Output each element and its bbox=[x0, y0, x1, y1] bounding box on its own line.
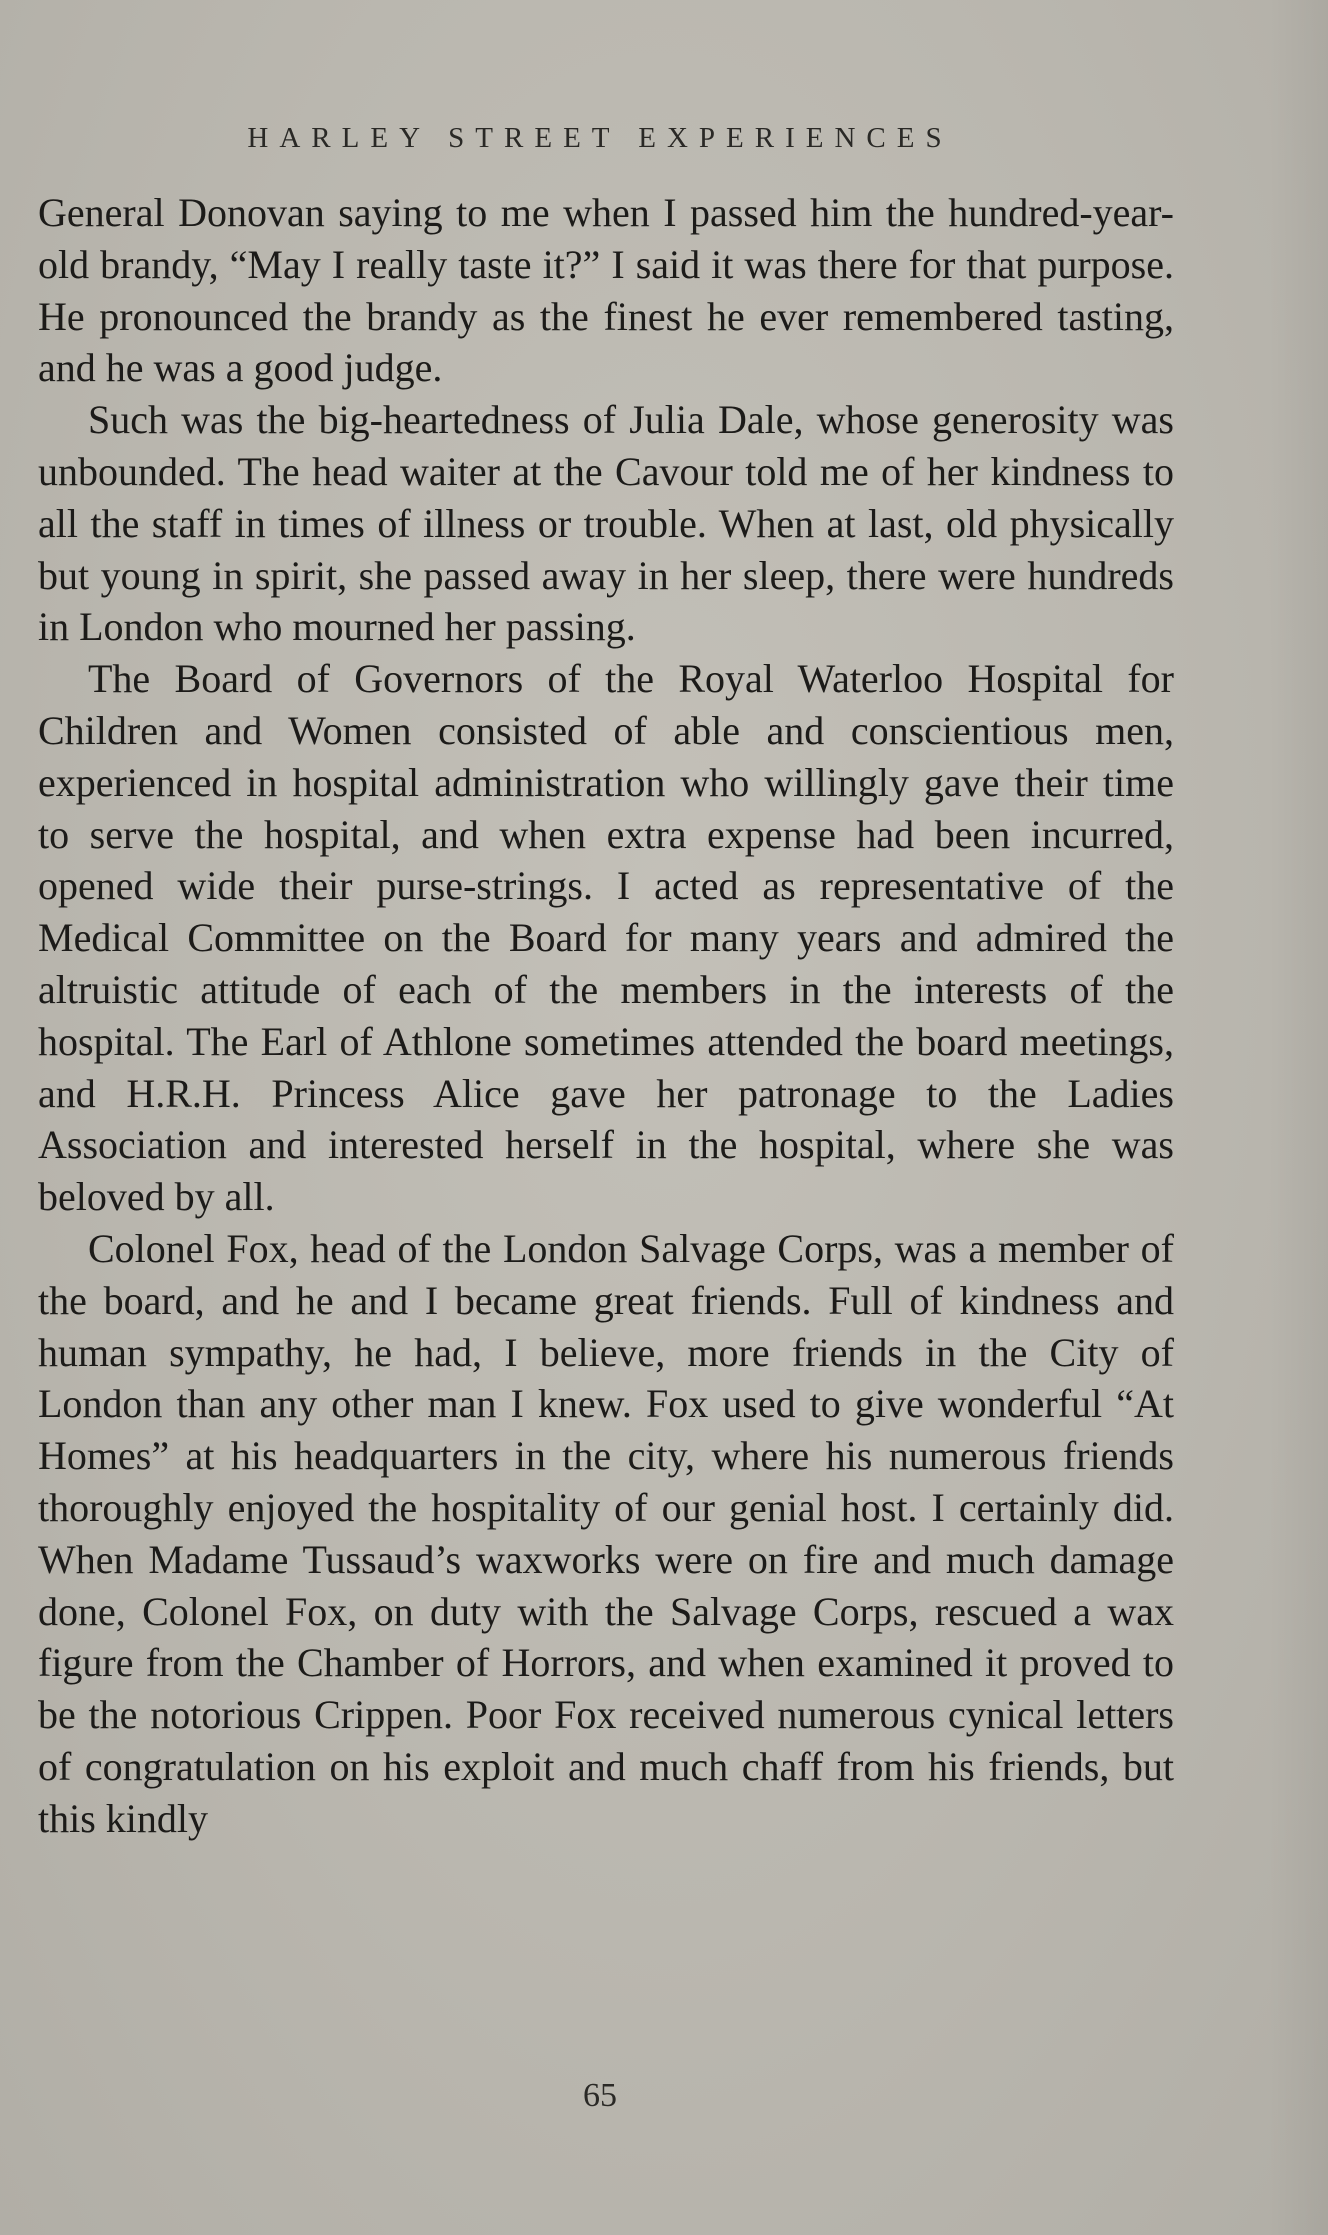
paragraph-2: Such was the big-heartedness of Julia Dale, whose generosity was unbounded. The head waiter at the Cavour told me of her kindness to all the staff in times of illness or trouble. When at last, old physically but young in spirit, she passed away in her sleep, there were hundreds in London who mourned her passing. bbox=[38, 397, 1174, 650]
paragraph-1: General Donovan saying to me when I passed him the hundred-year-old brandy, “May I really taste it?” I said it was there for that purpose. He pronounced the brandy as the finest he ever remembered tasting, and he was a good judge. bbox=[38, 190, 1174, 391]
page-number: 65 bbox=[583, 2077, 617, 2114]
running-head: HARLEY STREET EXPERIENCES bbox=[247, 122, 953, 154]
paragraph-4: Colonel Fox, head of the London Salvage Corps, was a member of the board, and he and I became great friends. Full of kindness and human sympathy, he had, I believe, more friends in the City of London than any other man I knew. Fox used to give wonderful “At Homes” at his headquarters in the city, where his numerous friends thoroughly enjoyed the hospitality of our genial host. I certainly did. When Madame Tussaud’s waxworks were on fire and much damage done, Colonel Fox, on duty with the Salvage Corps, rescued a wax figure from the Chamber of Horrors, and when examined it proved to be the notorious Crippen. Poor Fox received numerous cynical letters of congratulation on his exploit and much chaff from his friends, but this kindly bbox=[38, 1225, 1174, 1841]
page-edge-shade bbox=[1268, 0, 1328, 2235]
paragraph-3: The Board of Governors of the Royal Waterloo Hospital for Children and Women consisted of able and conscientious men, experienced in hospital administration who willingly gave their time to serve the hospital, and when extra expense had been incurred, opened wide their purse-strings. I acted as representative of the Medical Committee on the Board for many years and admired the altruistic attitude of each of the members in the interests of the hospital. The Earl of Athlone sometimes attended the board meetings, and H.R.H. Princess Alice gave her patronage to the Ladies Association and interested herself in the hospital, where she was beloved by all. bbox=[38, 656, 1174, 1220]
body-text bbox=[38, 187, 1174, 1845]
